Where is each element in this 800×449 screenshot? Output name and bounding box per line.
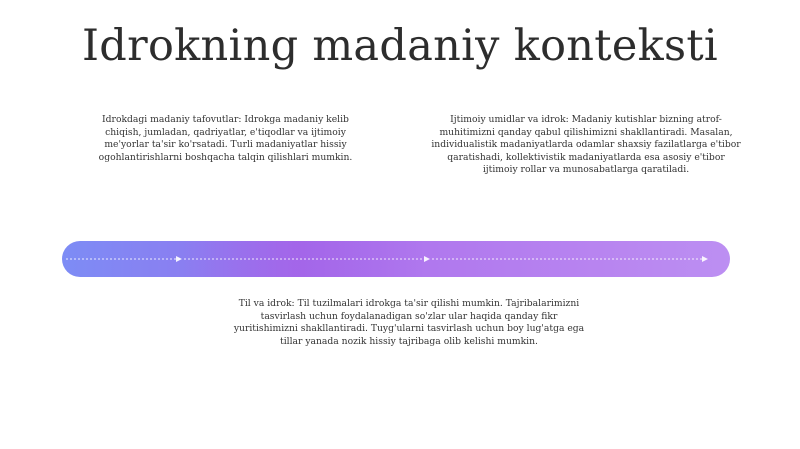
slide-title: Idrokning madaniy konteksti — [82, 21, 718, 71]
timeline-arrow-1 — [176, 256, 182, 262]
text-block-cultural-differences: Idrokdagi madaniy tafovutlar: Idrokga madaniy kelib chiqish, jumladan, qadriyatlar, e'tiqodlar va ijtimoiy me'yorlar ta'sir ko'rsatadi. Turli madaniyatlar hissiy ogohlantirishlarni boshqacha talqin qilishlari mumkin. — [98, 114, 353, 163]
timeline-arrow-2 — [424, 256, 430, 262]
text-block-language-perception: Til va idrok: Til tuzilmalari idrokga ta'sir qilishi mumkin. Tajribalarimizni tasvirlash uchun foydalanadigan so'zlar ular haqida qanday fikr yuritishimizni shakllantiradi. Tuyg'ularni tasvirlash uchun boy lug'atga ega tillar yanada nozik hissiy tajribaga olib kelishi mumkin. — [233, 298, 585, 347]
timeline-arrows — [62, 241, 730, 277]
text-block-social-expectations: Ijtimoiy umidlar va idrok: Madaniy kutishlar bizning atrof-muhitimizni qanday qabul qilishimizni shakllantiradi. Masalan, individualistik madaniyatlarda odamlar shaxsiy fazilatlarga e'tibor qaratishadi, kollektivistik madaniyatlarda esa asosiy e'tibor ijtimoiy rollar va munosabatlarga qaratiladi. — [431, 114, 741, 175]
timeline-bar — [62, 241, 730, 277]
timeline-arrow-3 — [702, 256, 708, 262]
